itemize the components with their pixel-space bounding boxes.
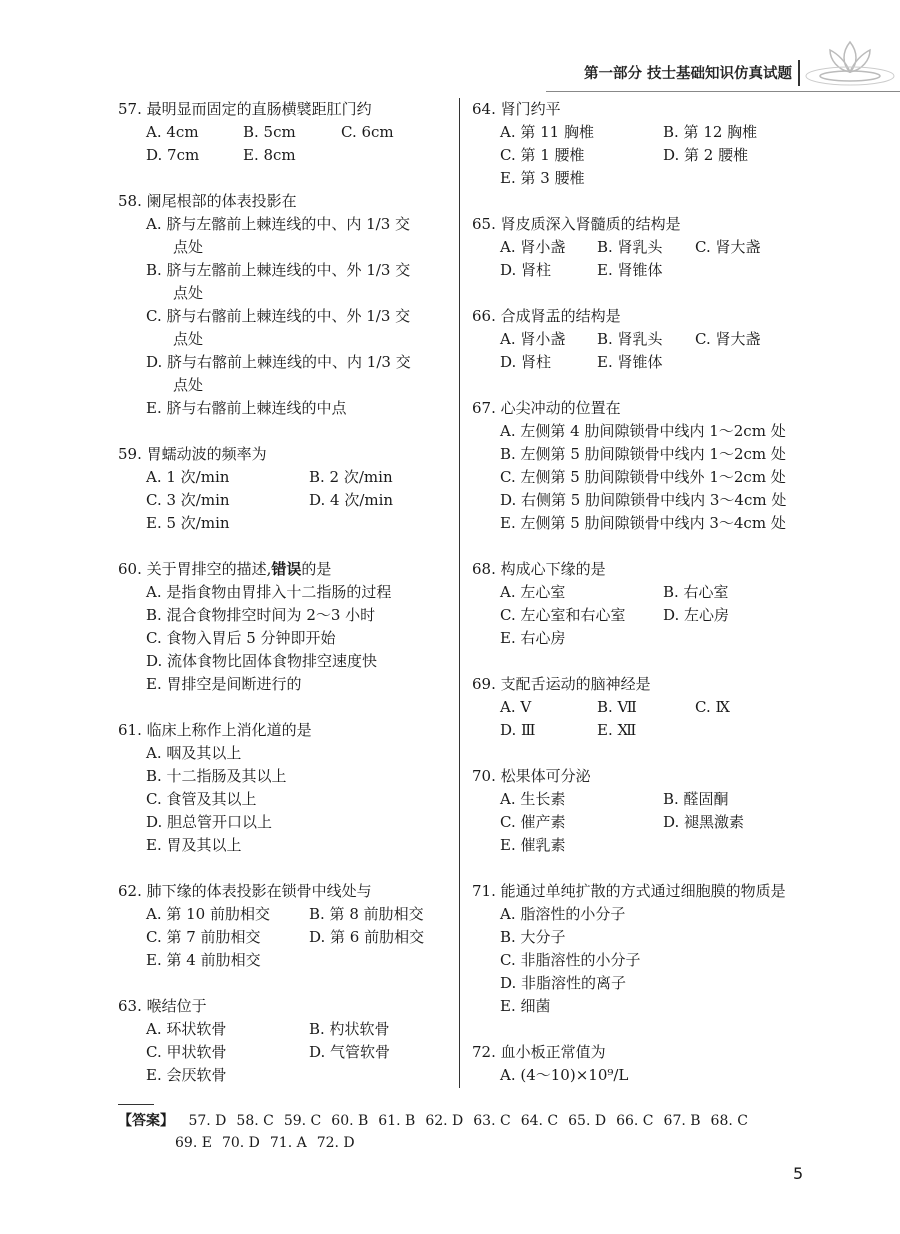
question-block <box>118 190 448 420</box>
option-line: D. 胆总管开口以上 <box>146 813 273 831</box>
question-stem: 63. 喉结位于 <box>118 997 207 1015</box>
option-row <box>118 949 448 972</box>
answer-item: 59. C <box>283 1113 322 1129</box>
question-block <box>472 558 808 650</box>
option: B. 右心室 <box>663 583 729 601</box>
option-line: B. 十二指肠及其以上 <box>146 767 287 785</box>
option: C. 肾大盏 <box>695 330 761 348</box>
option-row <box>472 167 808 190</box>
option-row <box>472 328 808 351</box>
question-block <box>118 443 448 535</box>
option: E. 8cm <box>243 146 296 164</box>
answer-rule <box>118 1104 154 1105</box>
option-line: A. 脂溶性的小分子 <box>500 905 626 923</box>
option: C. 左心室和右心室 <box>500 606 626 624</box>
option: D. 第 2 腰椎 <box>663 146 749 164</box>
option: B. 第 12 胸椎 <box>663 123 758 141</box>
option-row <box>118 489 448 512</box>
stem-text: 60. 关于胃排空的描述, <box>118 560 272 578</box>
option: D. 气管软骨 <box>309 1043 391 1061</box>
question-stem: 57. 最明显而固定的直肠横襞距肛门约 <box>118 100 372 118</box>
option: B. 肾乳头 <box>597 330 663 348</box>
option-row <box>118 926 448 949</box>
option: C. 甲状软骨 <box>146 1043 227 1061</box>
option-line: E. 胃及其以上 <box>146 836 242 854</box>
question-block <box>472 305 808 374</box>
option: B. Ⅶ <box>597 698 637 716</box>
option-line: A. 左侧第 4 肋间隙锁骨中线内 1～2cm 处 <box>500 422 786 440</box>
question-stem: 66. 合成肾盂的结构是 <box>472 307 621 325</box>
option: E. 会厌软骨 <box>146 1066 227 1084</box>
question-block <box>472 765 808 857</box>
option: E. 5 次/min <box>146 514 230 532</box>
answer-item: 70. D <box>221 1135 260 1151</box>
option-line: B. 左侧第 5 肋间隙锁骨中线内 1～2cm 处 <box>500 445 786 463</box>
option-line: C. 脐与右髂前上棘连线的中、外 1/3 交 <box>146 307 411 325</box>
option-row <box>472 236 808 259</box>
option: C. 催产素 <box>500 813 566 831</box>
page-number: 5 <box>793 1164 804 1183</box>
option-line: A. 是指食物由胃排入十二指肠的过程 <box>146 583 392 601</box>
option-row <box>472 259 808 282</box>
question-stem: 64. 肾门约平 <box>472 100 561 118</box>
option: C. 肾大盏 <box>695 238 761 256</box>
answer-item: 65. D <box>568 1113 607 1129</box>
question-stem: 68. 构成心下缘的是 <box>472 560 606 578</box>
option: C. Ⅸ <box>695 698 730 716</box>
option-row <box>472 811 808 834</box>
option-row <box>472 121 808 144</box>
option-row <box>118 1064 448 1087</box>
answer-item: 69. E <box>175 1135 212 1151</box>
option-line: 点处 <box>173 284 204 302</box>
option: A. 生长素 <box>500 790 566 808</box>
option-line: E. 细菌 <box>500 997 551 1015</box>
option-line: C. 左侧第 5 肋间隙锁骨中线外 1～2cm 处 <box>500 468 786 486</box>
option: B. 5cm <box>243 123 296 141</box>
answer-line <box>118 1132 808 1154</box>
question-stem: 62. 肺下缘的体表投影在锁骨中线处与 <box>118 882 372 900</box>
option-line: E. 左侧第 5 肋间隙锁骨中线内 3～4cm 处 <box>500 514 786 532</box>
option-line: D. 流体食物比固体食物排空速度快 <box>146 652 378 670</box>
question-stem: 61. 临床上称作上消化道的是 <box>118 721 312 739</box>
option: A. 左心室 <box>500 583 566 601</box>
question-stem <box>118 558 448 581</box>
option-line: C. 食管及其以上 <box>146 790 257 808</box>
option-row <box>118 121 448 144</box>
option: D. 4 次/min <box>309 491 394 509</box>
option: A. 环状软骨 <box>146 1020 227 1038</box>
option-row <box>118 466 448 489</box>
option: D. 肾柱 <box>500 261 552 279</box>
answer-item: 66. C <box>616 1113 654 1129</box>
option: C. 第 1 腰椎 <box>500 146 585 164</box>
option: C. 6cm <box>341 123 394 141</box>
option-line: D. 右侧第 5 肋间隙锁骨中线内 3～4cm 处 <box>500 491 787 509</box>
option: B. 2 次/min <box>309 468 393 486</box>
option-line: C. 非脂溶性的小分子 <box>500 951 641 969</box>
stem-text: 的是 <box>301 560 332 578</box>
question-block <box>472 397 808 535</box>
question-block <box>118 98 448 167</box>
option-line: E. 胃排空是间断进行的 <box>146 675 302 693</box>
option: E. 催乳素 <box>500 836 566 854</box>
option-row <box>472 604 808 627</box>
option-row <box>118 1041 448 1064</box>
question-block <box>118 880 448 972</box>
option-line: D. 脐与右髂前上棘连线的中、内 1/3 交 <box>146 353 411 371</box>
option: A. 第 10 前肋相交 <box>146 905 270 923</box>
question-block <box>472 673 808 742</box>
answer-item: 64. C <box>520 1113 559 1129</box>
option-line: 点处 <box>173 330 204 348</box>
option: B. 第 8 前肋相交 <box>309 905 424 923</box>
option: A. 第 11 胸椎 <box>500 123 594 141</box>
option-row <box>472 834 808 857</box>
option: D. 7cm <box>146 146 200 164</box>
option: A. 4cm <box>146 123 199 141</box>
option-line: 点处 <box>173 238 204 256</box>
option: A. 肾小盏 <box>500 238 566 256</box>
answer-label: 【答案】 <box>118 1113 174 1129</box>
option-line: 点处 <box>173 376 204 394</box>
question-stem: 71. 能通过单纯扩散的方式通过细胞膜的物质是 <box>472 882 786 900</box>
column-divider <box>459 98 460 1088</box>
option: E. Ⅻ <box>597 721 637 739</box>
option-row <box>472 696 808 719</box>
running-header <box>546 58 900 92</box>
question-stem: 58. 阑尾根部的体表投影在 <box>118 192 297 210</box>
question-block <box>472 1041 808 1087</box>
question-stem: 72. 血小板正常值为 <box>472 1043 606 1061</box>
option: A. Ⅴ <box>500 698 532 716</box>
question-block <box>118 995 448 1087</box>
question-block <box>118 719 448 857</box>
question-stem: 69. 支配舌运动的脑神经是 <box>472 675 651 693</box>
option-line: E. 脐与右髂前上棘连线的中点 <box>146 399 347 417</box>
option-row <box>118 144 448 167</box>
question-block <box>472 213 808 282</box>
option-line: B. 大分子 <box>500 928 566 946</box>
option-row <box>472 719 808 742</box>
question-stem: 67. 心尖冲动的位置在 <box>472 399 621 417</box>
answer-item: 68. C <box>710 1113 748 1129</box>
option: C. 3 次/min <box>146 491 230 509</box>
option-row <box>118 512 448 535</box>
stem-emphasis: 错误 <box>271 560 302 578</box>
option: A. 1 次/min <box>146 468 230 486</box>
option-row <box>472 351 808 374</box>
question-stem: 65. 肾皮质深入肾髓质的结构是 <box>472 215 681 233</box>
option: B. 肾乳头 <box>597 238 663 256</box>
option: D. 第 6 前肋相交 <box>309 928 425 946</box>
lotus-logo-icon <box>800 32 900 92</box>
option-row <box>472 627 808 650</box>
option: E. 第 3 腰椎 <box>500 169 585 187</box>
option-row <box>472 144 808 167</box>
option-line: B. 混合食物排空时间为 2～3 小时 <box>146 606 376 624</box>
option-row <box>118 1018 448 1041</box>
right-column <box>472 98 808 1110</box>
answer-item: 61. B <box>378 1113 416 1129</box>
left-column <box>118 98 448 1110</box>
question-block <box>472 98 808 190</box>
option: D. 褪黑激素 <box>663 813 745 831</box>
answer-item: 58. C <box>236 1113 274 1129</box>
answer-item: 60. B <box>331 1113 369 1129</box>
option: A. 肾小盏 <box>500 330 566 348</box>
question-stem: 59. 胃蠕动波的频率为 <box>118 445 267 463</box>
question-stem: 70. 松果体可分泌 <box>472 767 591 785</box>
option: C. 第 7 前肋相交 <box>146 928 261 946</box>
answer-item: 67. B <box>663 1113 701 1129</box>
option-line: C. 食物入胃后 5 分钟即开始 <box>146 629 336 647</box>
option-row <box>472 788 808 811</box>
answer-item: 71. A <box>269 1135 307 1151</box>
question-block <box>118 558 448 696</box>
option-line: A. 脐与左髂前上棘连线的中、内 1/3 交 <box>146 215 411 233</box>
answer-line <box>118 1110 808 1132</box>
option: E. 第 4 前肋相交 <box>146 951 261 969</box>
option: B. 杓状软骨 <box>309 1020 390 1038</box>
option-row <box>472 581 808 604</box>
answer-key <box>118 1110 808 1154</box>
option-row <box>118 903 448 926</box>
option-line: D. 非脂溶性的离子 <box>500 974 627 992</box>
option: E. 右心房 <box>500 629 566 647</box>
answer-item: 57. D <box>188 1113 227 1129</box>
answer-item: 72. D <box>316 1135 355 1151</box>
option: D. 肾柱 <box>500 353 552 371</box>
option-line: A. (4～10)×10⁹/L <box>500 1066 629 1084</box>
section-title: 第一部分 技士基础知识仿真试题 <box>583 66 792 82</box>
option: E. 肾锥体 <box>597 261 663 279</box>
question-block <box>472 880 808 1018</box>
option: B. 醛固酮 <box>663 790 729 808</box>
option-line: A. 咽及其以上 <box>146 744 242 762</box>
option-line: B. 脐与左髂前上棘连线的中、外 1/3 交 <box>146 261 411 279</box>
option: D. Ⅲ <box>500 721 536 739</box>
answer-item: 63. C <box>473 1113 511 1129</box>
option: D. 左心房 <box>663 606 730 624</box>
option: E. 肾锥体 <box>597 353 663 371</box>
answer-item: 62. D <box>425 1113 464 1129</box>
